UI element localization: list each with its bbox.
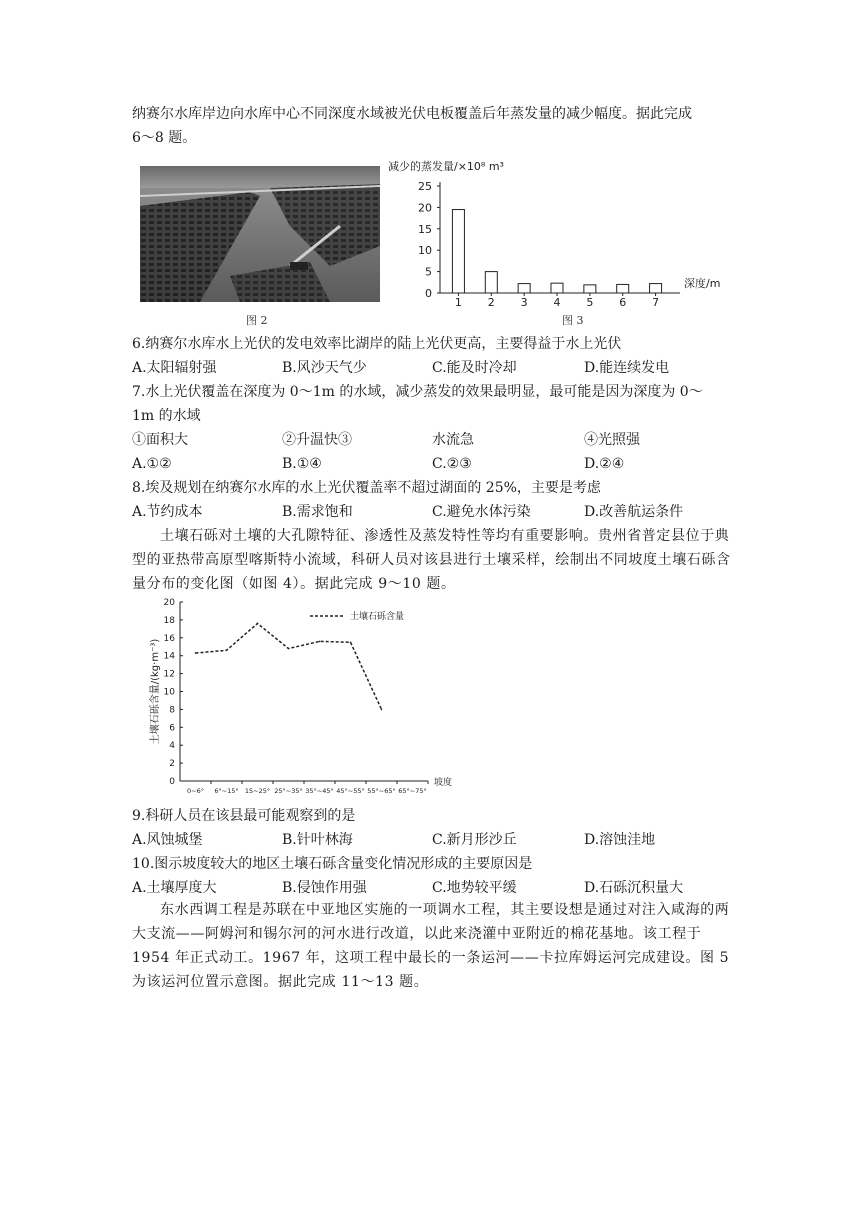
y-axis-label: 土壤石砾含量/(kg·m⁻³)	[150, 638, 161, 745]
q10-option-a: A.土壤厚度大	[132, 880, 217, 896]
x-axis-label: 坡度	[434, 778, 453, 788]
passage-2-text: 土壤石砾对土壤的大孔隙特征、渗透性及蒸发特性等均有重要影响。贵州省普定县位于典型的亚热带高原型喀斯特小流域，科研人员对该县进行土壤采样，绘制出不同坡度土壤石砾含量分布的变化图（如图 4）。据此完成 9～10 题。	[132, 528, 731, 592]
x-tick-label: 55°~65°	[367, 787, 396, 795]
figure4-line-chart	[132, 594, 472, 804]
x-axis-label: 深度/m	[684, 277, 721, 290]
x-tick-label: 3	[520, 296, 528, 306]
photo-sky	[140, 166, 380, 188]
q7-option-a: A.①②	[132, 456, 172, 472]
y-tick-label: 4	[169, 741, 175, 752]
y-tick-label: 8	[169, 705, 175, 716]
x-tick-label: 0~6°	[187, 787, 204, 795]
passage-3	[132, 898, 732, 994]
figure3-caption: 图 3	[562, 314, 584, 327]
q10-option-b: B.侵蚀作用强	[282, 880, 367, 896]
x-tick-label: 25°~35°	[274, 787, 303, 795]
x-tick-label: 45°~55°	[336, 787, 365, 795]
q8-option-b: B.需求饱和	[282, 504, 353, 520]
q7-item-4: ④光照强	[584, 432, 640, 448]
q10-option-d: D.石砾沉积量大	[584, 880, 684, 896]
q10-option-c: C.地势较平缓	[432, 880, 517, 896]
data-point	[226, 650, 228, 652]
y-tick-label: 15	[418, 222, 432, 236]
y-tick-label: 0	[169, 777, 175, 787]
q9-option-a: A.风蚀城堡	[132, 832, 203, 848]
y-tick-label: 10	[163, 687, 175, 698]
q7-option-b: B.①④	[282, 456, 322, 472]
y-tick-label: 18	[163, 615, 175, 626]
passage-3-text: 东水西调工程是苏联在中亚地区实施的一项调水工程，其主要设想是通过对注入咸海的两大支流——阿姆河和锡尔河的河水进行改道，以此来浇灌中亚附近的棉花基地。该工程于 1954 年正式动工。1967 年，这项工程中最长的一条运河——卡拉库姆运河完成建设。图 5 为该运河位置示意图。据此完成 11～13 题。	[132, 902, 730, 990]
photo-boat	[290, 262, 308, 270]
bar	[452, 210, 464, 293]
figure3-bar-chart	[380, 156, 740, 306]
passage-2	[132, 524, 732, 596]
q9-option-d: D.溶蚀洼地	[584, 832, 656, 848]
data-point	[257, 623, 259, 625]
y-tick-label: 16	[163, 633, 175, 644]
q8-option-d: D.改善航运条件	[584, 504, 684, 520]
q6-option-d: D.能连续发电	[584, 360, 670, 376]
y-tick-label: 14	[163, 651, 175, 662]
q7-option-c: C.②③	[432, 456, 472, 472]
q6-option-b: B.风沙天气少	[282, 360, 367, 376]
x-tick-label: 1	[454, 296, 462, 306]
q6-stem: 6.纳赛尔水库水上光伏的发电效率比湖岸的陆上光伏更高，主要得益于水上光伏	[132, 336, 622, 352]
q7-item-3: 水流急	[432, 432, 474, 448]
x-tick-label: 4	[553, 296, 561, 306]
intro-line-2: 6～8 题。	[132, 130, 197, 146]
q9-option-c: C.新月形沙丘	[432, 832, 517, 848]
q8-option-a: A.节约成本	[132, 504, 203, 520]
y-tick-label: 5	[425, 265, 432, 279]
bar	[650, 284, 662, 293]
bar	[584, 285, 596, 293]
q8-stem: 8.埃及规划在纳赛尔水库的水上光伏覆盖率不超过湖面的 25%，主要是考虑	[132, 480, 601, 496]
x-tick-label: 6°~15°	[214, 787, 239, 795]
q8-option-c: C.避免水体污染	[432, 504, 531, 520]
y-tick-label: 10	[418, 244, 432, 258]
q7-item-2: ②升温快③	[282, 432, 352, 448]
y-tick-label: 25	[418, 180, 432, 193]
legend-label: 土壤石砾含量	[350, 612, 405, 622]
q7-option-d: D.②④	[584, 456, 625, 472]
data-point	[195, 652, 197, 654]
q7-stem-2: 1m 的水域	[132, 408, 201, 424]
q6-option-c: C.能及时冷却	[432, 360, 517, 376]
q9-option-b: B.针叶林海	[282, 832, 353, 848]
bar	[551, 283, 563, 293]
x-tick-label: 2	[487, 296, 495, 306]
q10-stem: 10.图示坡度较大的地区土壤石砾含量变化情况形成的主要原因是	[132, 856, 533, 872]
data-point	[350, 641, 352, 643]
x-tick-label: 5	[586, 296, 594, 306]
intro-line-1: 纳赛尔水库岸边向水库中心不同深度水域被光伏电板覆盖后年蒸发量的减少幅度。据此完成	[132, 106, 692, 122]
data-point	[288, 648, 290, 650]
y-tick-label: 20	[163, 598, 175, 608]
y-tick-label: 0	[425, 287, 432, 300]
x-tick-label: 65°~75°	[398, 787, 427, 795]
y-tick-label: 12	[163, 669, 175, 680]
q6-option-a: A.太阳辐射强	[132, 360, 217, 376]
y-tick-label: 2	[169, 759, 175, 770]
bar	[617, 284, 629, 293]
bar	[485, 272, 497, 293]
data-point	[381, 709, 383, 711]
y-tick-label: 20	[418, 201, 432, 215]
x-tick-label: 7	[652, 296, 660, 306]
figure2-caption: 图 2	[246, 314, 268, 327]
figure2-photo	[140, 166, 380, 302]
q7-stem-1: 7.水上光伏覆盖在深度为 0～1m 的水域，减少蒸发的效果最明显，最可能是因为深度为 0～	[132, 384, 703, 400]
x-tick-label: 6	[619, 296, 627, 306]
bar	[518, 284, 530, 293]
x-tick-label: 15~25°	[244, 787, 271, 795]
x-tick-label: 35°~45°	[305, 787, 334, 795]
y-tick-label: 6	[169, 723, 175, 734]
data-point	[319, 641, 321, 643]
y-axis-label: 减少的蒸发量/×10⁸ m³	[388, 160, 504, 173]
q9-stem: 9.科研人员在该县最可能观察到的是	[132, 808, 356, 824]
series-line	[196, 623, 382, 709]
q7-item-1: ①面积大	[132, 432, 188, 448]
